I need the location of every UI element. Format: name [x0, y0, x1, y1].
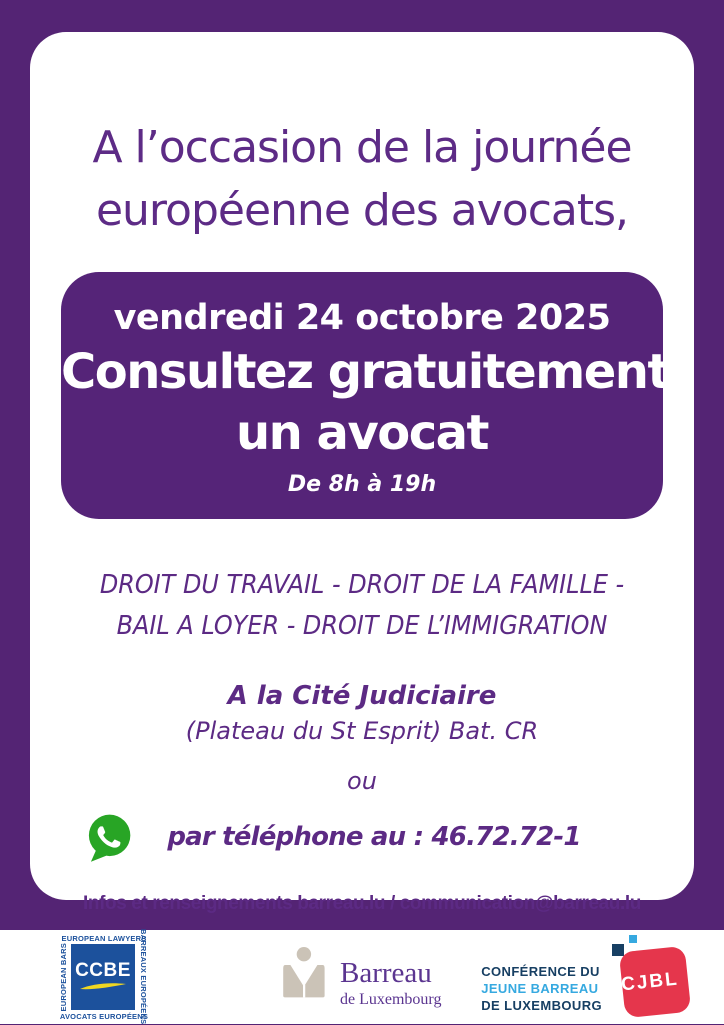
poster-card	[30, 32, 694, 914]
topics-line-2: BAIL A LOYER - DROIT DE L’IMMIGRATION	[116, 611, 608, 641]
ccbe-top-label: EUROPEAN LAWYERS	[61, 933, 147, 943]
ccbe-acronym: CCBE	[75, 960, 131, 981]
cjbl-line-2: JEUNE BARREAU	[481, 980, 599, 996]
topics-line-1: DROIT DU TRAVAIL - DROIT DE LA FAMILLE -	[99, 570, 625, 600]
event-headline-line-2: un avocat	[236, 405, 488, 461]
ccbe-right-label: BARREAUX EUROPÉENS	[139, 929, 148, 1025]
cjbl-blue-square-icon	[629, 935, 637, 943]
location-detail: (Plateau du St Esprit) Bat. CR	[185, 717, 539, 745]
location-name: A la Cité Judiciaire	[227, 681, 497, 711]
ccbe-logo	[56, 929, 152, 1025]
event-date: vendredi 24 octobre 2025	[113, 298, 611, 338]
event-headline-line-1: Consultez gratuitement	[61, 344, 669, 400]
barreau-sub: de Luxembourg	[340, 991, 442, 1008]
ccbe-blue-square	[71, 944, 135, 1010]
cjbl-logo	[481, 932, 690, 1022]
cjbl-mark	[606, 932, 690, 1022]
cjbl-navy-square-icon	[612, 944, 624, 956]
intro-line-2: européenne des avocats,	[95, 185, 629, 236]
event-box	[61, 272, 669, 519]
cjbl-line-1: CONFÉRENCE DU	[481, 963, 600, 979]
cjbl-texts	[481, 941, 602, 1014]
ccbe-bottom-label: AVOCATS EUROPÉENS	[59, 1011, 149, 1021]
ccbe-left-label: EUROPEAN BARS	[59, 942, 68, 1012]
barreau-person-icon	[276, 942, 330, 1006]
footer-logo-strip	[0, 930, 724, 1024]
event-hours: De 8h à 19h	[287, 472, 437, 497]
cjbl-line-3: DE LUXEMBOURG	[481, 997, 602, 1013]
cjbl-red-square	[619, 946, 692, 1019]
cjbl-acronym: CJBL	[620, 968, 680, 996]
topics	[30, 565, 694, 647]
intro-line-1: A l’occasion de la journée	[92, 122, 632, 173]
phone-label: par téléphone au : 46.72.72-1	[167, 822, 581, 852]
phone-row	[0, 811, 664, 863]
barreau-logo	[276, 942, 441, 1010]
whatsapp-icon	[83, 811, 135, 863]
barreau-name: Barreau	[340, 957, 432, 989]
or-label: ou	[347, 767, 377, 795]
barreau-texts	[340, 942, 441, 1010]
intro-heading	[30, 116, 694, 242]
ccbe-swoosh-icon	[79, 981, 127, 993]
infos-line: Infos et renseignements barreau.lu / communication@barreau.lu	[83, 893, 641, 914]
